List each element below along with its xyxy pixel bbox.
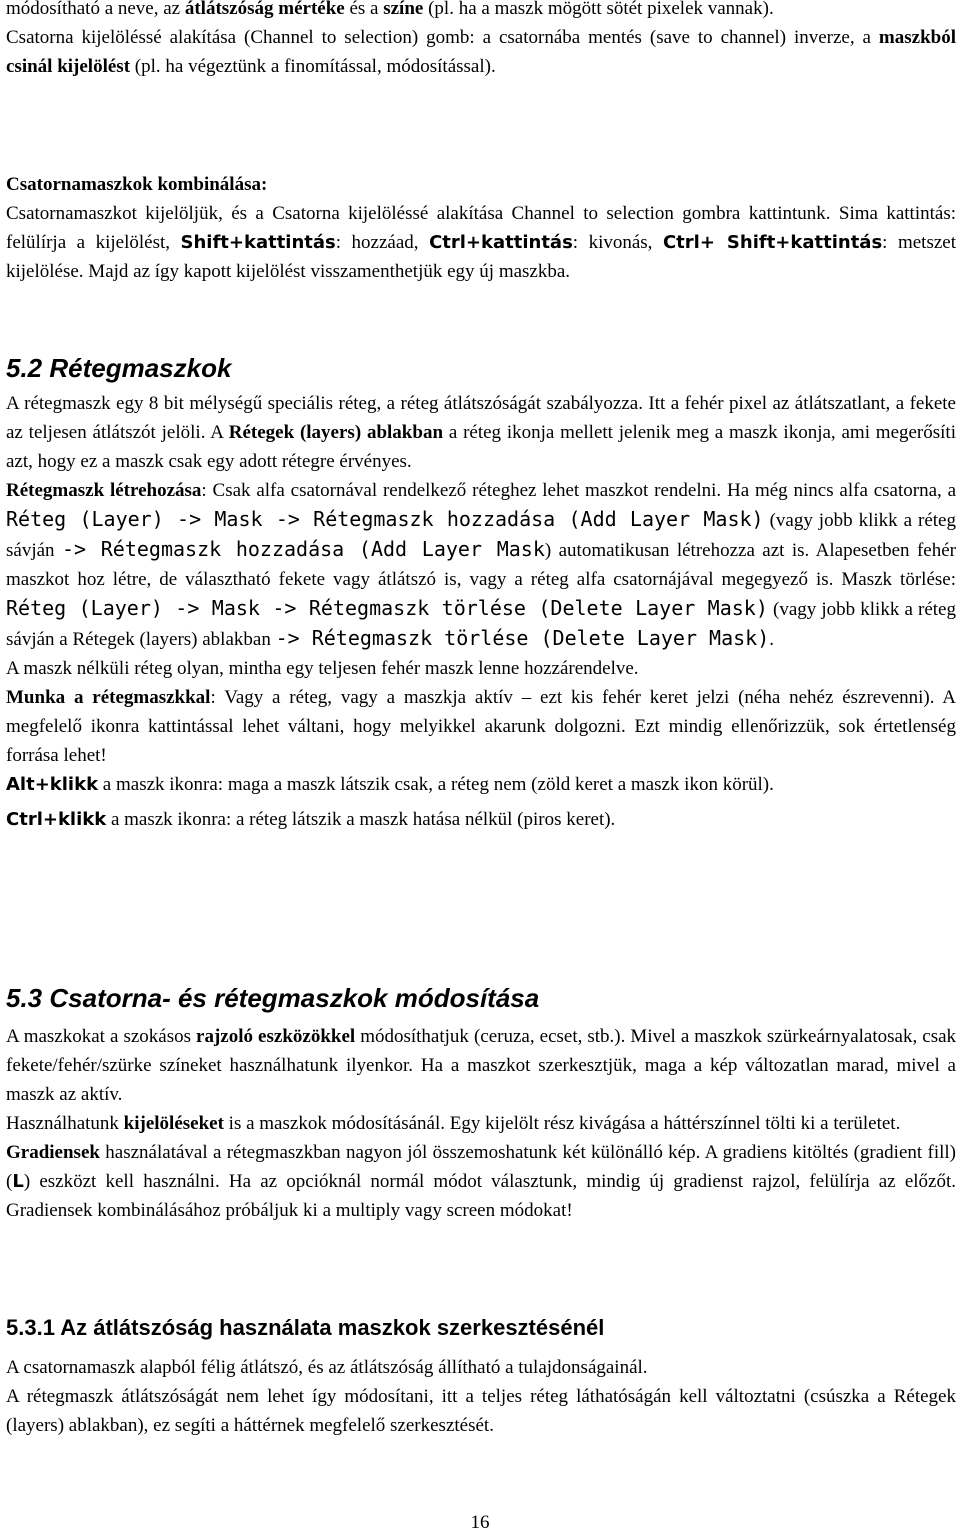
- bold-text: színe: [383, 0, 424, 19]
- paragraph: [6, 1109, 956, 1138]
- text: Használhatunk: [6, 1113, 124, 1134]
- paragraph: [6, 683, 956, 770]
- paragraph: [6, 476, 956, 654]
- shortcut-text: L: [12, 1171, 24, 1192]
- text: és a: [344, 0, 384, 19]
- paragraph: [6, 770, 956, 799]
- text: (pl. ha végeztünk a finomítással, módosítással).: [130, 56, 496, 77]
- bold-text: átlátszóság mértéke: [184, 0, 345, 19]
- combine-paragraph: [6, 199, 956, 286]
- text: módosíthatjuk (ceruza, ecset, stb.). Mivel a maszkok szürkeárnyalatosak, csak fekete/fehér/szürke színeket használhatunk ilyenkor. Ha a maszkot szerkesztjük, maga a kép változatlan marad, mivel a maszk az aktív.: [6, 1026, 957, 1105]
- text: : hozzáad,: [335, 232, 430, 253]
- bold-text: kijelöléseket: [123, 1113, 224, 1134]
- text: : metszet kijelölése. Majd az így kapott kijelölést visszamenthetjük egy új maszkba.: [6, 232, 956, 282]
- intro-paragraph-1: [6, 0, 956, 23]
- shortcut-text: Ctrl+kattintás: [429, 232, 573, 253]
- shortcut-text: Ctrl+klikk: [6, 809, 107, 830]
- text: .: [769, 629, 775, 650]
- text: ) eszközt kell használni. Ha az opcióknál normál módot választunk, mindig új gradienst rajzol, felülírja az előzőt. Gradiensek kombinálásához próbáljuk ki a multiply vagy screen módokat!: [6, 1171, 956, 1221]
- text: Csatorna kijelöléssé alakítása (Channel to selection) gomb: a csatornába mentés (save to channel) inverze, a: [6, 27, 879, 48]
- section-heading: 5.2 Rétegmaszkok: [6, 353, 232, 383]
- text: a réteg ikonja mellett jelenik meg a maszk ikonja, ami megerősíti azt, hogy ez a maszk csak egy adott rétegre érvényes.: [6, 422, 956, 472]
- shortcut-text: Ctrl+ Shift+kattintás: [662, 232, 883, 253]
- text: módosítható a neve, az: [6, 0, 185, 19]
- text: A maszkokat a szokásos: [6, 1026, 197, 1047]
- bold-text: Munka a rétegmaszkkal: [6, 687, 211, 708]
- shortcut-text: Shift+kattintás: [180, 232, 336, 253]
- text: : Vagy a réteg, vagy a maszkja aktív – ezt kis fehér keret jelzi (néha nehéz észrevenni). A megfelelő ikonra kattintással lehet váltani, hogy melyikkel akarunk dolgozni. Ezt mindig ellenőrizzük, sok értetlenség forrása lehet!: [6, 687, 956, 766]
- text: a maszk ikonra: maga a maszk látszik csak, a réteg nem (zöld keret a maszk ikon körül).: [98, 774, 774, 795]
- text: a maszk ikonra: a réteg látszik a maszk hatása nélkül (piros keret).: [106, 809, 616, 830]
- text: (vagy jobb klikk a réteg sávján a Rétegek (layers) ablakban: [6, 599, 956, 650]
- paragraph: A rétegmaszk átlátszóságát nem lehet így módosítani, itt a teljes réteg láthatóságán kell változtatni (csúszka a Rétegek (layers) ablakban), ez segíti a háttérnek megfelelő szerkesztését.: [6, 1386, 956, 1436]
- paragraph: A maszk nélküli réteg olyan, mintha egy teljesen fehér maszk lenne hozzárendelve.: [6, 658, 639, 679]
- menu-path-text: -> Rétegmaszk hozzadása (Add Layer Mask: [61, 537, 545, 561]
- paragraph: A csatornamaszk alapból félig átlátszó, és az átlátszóság állítható a tulajdonságainál.: [6, 1357, 648, 1378]
- bold-text: Rétegmaszk létrehozása: [6, 480, 202, 501]
- paragraph: [6, 389, 956, 476]
- combine-title: [6, 170, 956, 199]
- intro-section: [6, 0, 956, 81]
- shortcut-text: Alt+klikk: [6, 774, 99, 795]
- text: is a maszkok módosításánál. Egy kijelölt rész kivágása a háttérszínnel tölti ki a területet.: [223, 1113, 901, 1134]
- paragraph: [6, 1138, 956, 1225]
- menu-path-text: -> Rétegmaszk törlése (Delete Layer Mask): [275, 626, 770, 650]
- text: (pl. ha a maszk mögött sötét pixelek vannak).: [423, 0, 774, 19]
- text: A rétegmaszk egy 8 bit mélységű speciális réteg, a réteg átlátszóságát szabályozza. Itt a fehér pixel az átlátszatlant, a fekete az teljesen átlátszót jelöli. A: [6, 393, 956, 443]
- section-5-3: [6, 982, 956, 1225]
- section-heading: 5.3 Csatorna- és rétegmaszkok módosítása: [6, 983, 540, 1013]
- bold-text: rajzoló eszközökkel: [196, 1026, 356, 1047]
- paragraph: [6, 1022, 956, 1109]
- combine-section: [6, 170, 956, 286]
- text: : Csak alfa csatornával rendelkező réteghez lehet maszkot rendelni. Ha még nincs alfa csatorna, a: [201, 480, 957, 501]
- text: Csatornamaszkot kijelöljük, és a Csatorna kijelöléssé alakítása Channel to selection gombra kattintunk. Sima kattintás: felülírja a kijelölést,: [6, 203, 956, 253]
- bold-text: Gradiensek: [6, 1142, 100, 1163]
- bold-text: Csatornamaszkok kombinálása:: [6, 174, 268, 195]
- intro-paragraph-2: [6, 23, 956, 81]
- text: használatával a rétegmaszkban nagyon jól összemoshatunk két különálló kép. A gradiens kitöltés (gradient fill) (: [6, 1142, 956, 1192]
- text: : kivonás,: [572, 232, 663, 253]
- page-number: 16: [470, 1512, 490, 1533]
- bold-text: Rétegek (layers) ablakban: [228, 422, 444, 443]
- section-5-3-1: [6, 1313, 956, 1440]
- section-5-2: [6, 352, 956, 834]
- bold-text: maszkból csinál kijelölést: [6, 27, 956, 77]
- menu-path-text: Réteg (Layer) -> Mask -> Rétegmaszk hozzadása (Add Layer Mask): [6, 507, 764, 531]
- text: (vagy jobb klikk a réteg sávján: [6, 510, 956, 561]
- menu-path-text: Réteg (Layer) -> Mask -> Rétegmaszk törlése (Delete Layer Mask): [6, 596, 768, 620]
- paragraph: [6, 805, 956, 834]
- text: ) automatikusan létrehozza azt is. Alapesetben fehér maszkot hoz létre, de választható fekete vagy átlátszó is, vagy a réteg alfa csatornájával megegyező is. Maszk törlése:: [6, 540, 956, 590]
- section-heading: 5.3.1 Az átlátszóság használata maszkok szerkesztésénél: [6, 1315, 605, 1340]
